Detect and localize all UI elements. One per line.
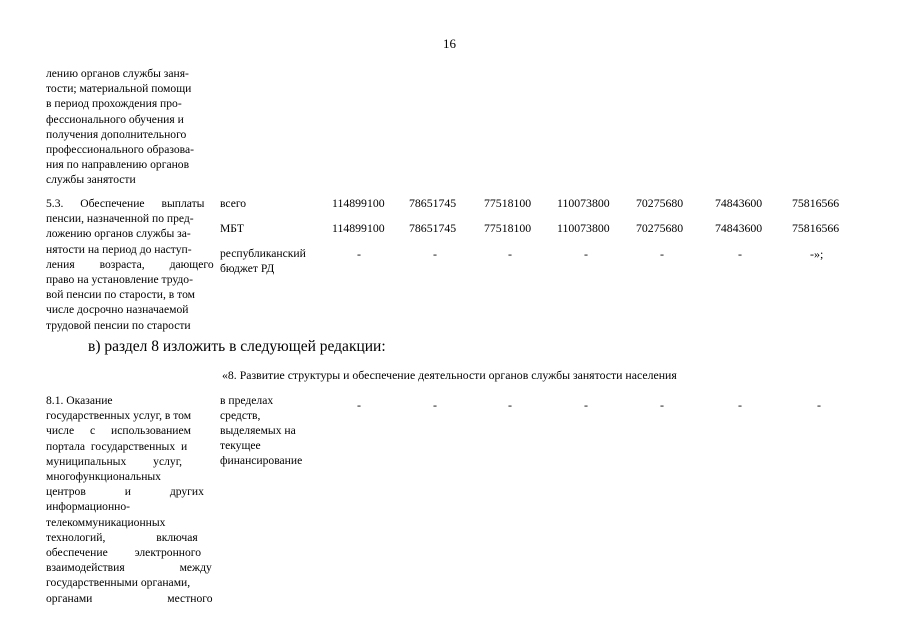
section-8-title: «8. Развитие структуры и обеспечение деятельности органов службы занятости населения	[222, 368, 677, 382]
text-line: тости; материальной помощи	[46, 82, 192, 96]
text-line: муниципальных услуг,	[46, 454, 183, 468]
source-republican-budget	[220, 246, 320, 276]
text-line: телекоммуникационных	[46, 515, 166, 529]
text-line: информационно-	[46, 500, 131, 514]
text-line: вой пенсии по старости, в том	[46, 288, 195, 302]
continuation-description	[46, 66, 216, 188]
text-line: органами местного	[46, 591, 213, 605]
text-line: центров и других	[46, 485, 204, 499]
text-line: выделяемых на	[220, 424, 296, 437]
item-5-3-description	[46, 196, 216, 333]
value-cell: 110073800	[557, 221, 610, 235]
amendment-instruction: в) раздел 8 изложить в следующей редакции:	[88, 338, 386, 355]
text-line: 5.3. Обеспечение выплаты	[46, 197, 205, 210]
value-cell: 70275680	[636, 196, 684, 210]
text-line: бюджет РД	[220, 262, 275, 275]
value-cell: 77518100	[484, 196, 532, 210]
value-cell: -	[584, 398, 588, 412]
text-line: средств,	[220, 409, 261, 422]
text-line: нятости на период до наступ-	[46, 242, 192, 256]
value-cell: 75816566	[792, 221, 840, 235]
value-cell: -	[433, 247, 437, 261]
value-cell: -»;	[810, 247, 824, 261]
text-line: финансирование	[220, 454, 303, 467]
text-line: технологий, включая	[46, 530, 198, 544]
text-line: числе досрочно назначаемой	[46, 303, 189, 317]
value-cell: 74843600	[715, 196, 763, 210]
text-line: ления возраста, дающего	[46, 257, 214, 271]
value-cell: -	[660, 398, 664, 412]
value-cell: 78651745	[409, 196, 457, 210]
text-line: лению органов службы заня-	[46, 67, 189, 80]
text-line: в пределах	[220, 394, 274, 407]
text-line: обеспечение электронного	[46, 546, 202, 560]
value-cell: -	[508, 398, 512, 412]
source-total: всего	[220, 197, 247, 210]
text-line: числе с использованием	[46, 424, 191, 438]
text-line: службы занятости	[46, 173, 136, 187]
text-line: право на установление трудо-	[46, 273, 193, 287]
value-cell: -	[738, 398, 742, 412]
value-cell: 114899100	[332, 196, 385, 210]
source-mbt: МБТ	[220, 222, 244, 235]
value-cell: -	[660, 247, 664, 261]
item-8-1-description	[46, 393, 216, 606]
value-cell: 77518100	[484, 221, 532, 235]
value-cell: -	[738, 247, 742, 261]
value-cell: -	[357, 398, 361, 412]
text-line: в период прохождения про-	[46, 97, 182, 111]
value-cell: -	[508, 247, 512, 261]
value-cell: 110073800	[557, 196, 610, 210]
text-line: государственными органами,	[46, 576, 191, 590]
text-line: текущее	[220, 439, 261, 452]
text-line: портала государственных и	[46, 439, 188, 453]
text-line: республиканский	[220, 247, 306, 260]
text-line: государственных услуг, в том	[46, 409, 192, 423]
text-line: профессионального образова-	[46, 143, 195, 157]
text-line: трудовой пенсии по старости	[46, 318, 191, 332]
value-cell: -	[584, 247, 588, 261]
value-cell: -	[357, 247, 361, 261]
value-cell: 114899100	[332, 221, 385, 235]
text-line: фессионального обучения и	[46, 112, 184, 126]
text-line: многофункциональных	[46, 470, 161, 484]
page-number: 16	[443, 36, 456, 51]
text-line: ния по направлению органов	[46, 158, 190, 172]
value-cell: 78651745	[409, 221, 457, 235]
value-cell: -	[817, 398, 821, 412]
text-line: взаимодействия между	[46, 561, 212, 575]
value-cell: 74843600	[715, 221, 763, 235]
value-cell: 75816566	[792, 196, 840, 210]
text-line: ложению органов службы за-	[46, 227, 191, 241]
value-cell: 70275680	[636, 221, 684, 235]
text-line: 8.1. Оказание	[46, 394, 113, 407]
item-8-1-source	[220, 393, 320, 468]
text-line: получения дополнительного	[46, 127, 187, 141]
value-cell: -	[433, 398, 437, 412]
text-line: пенсии, назначенной по пред-	[46, 212, 194, 226]
